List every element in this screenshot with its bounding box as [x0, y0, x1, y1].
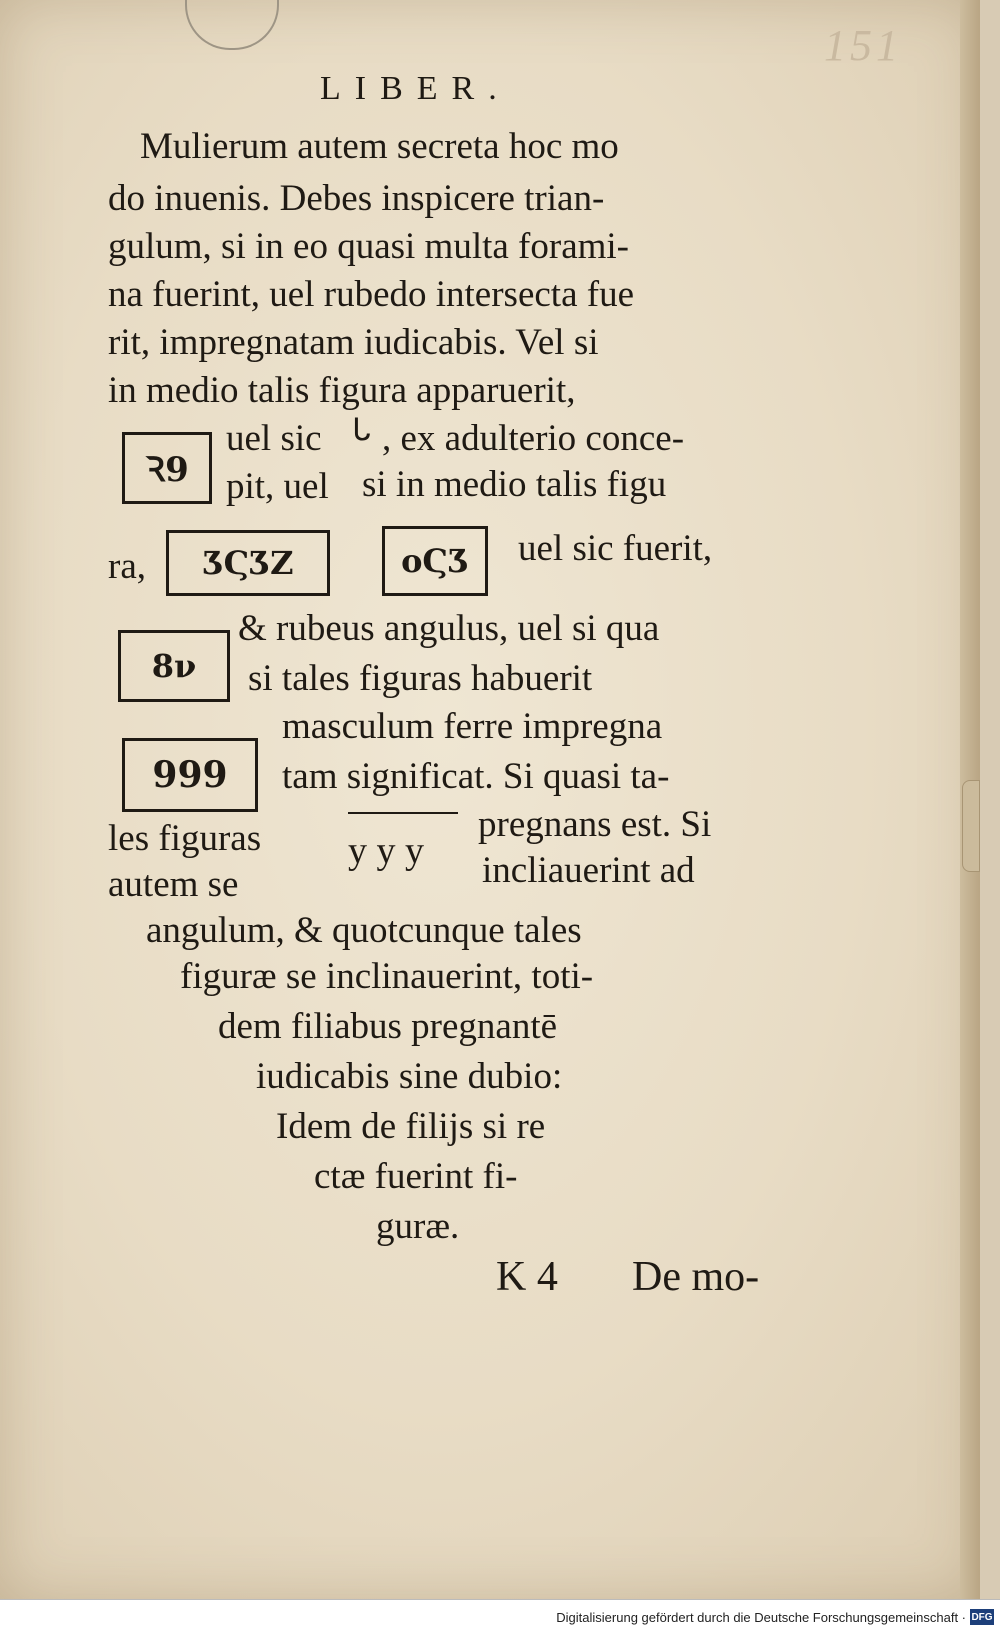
text-line: , ex adulterio conce- — [382, 418, 685, 459]
text-line: na fuerint, uel rubedo intersecta fue — [108, 274, 634, 315]
figure-symbol: Ꝛ9 — [122, 432, 212, 504]
page-clip — [185, 0, 279, 50]
text-line: pit, uel — [226, 466, 329, 507]
text-line: in medio talis figura apparuerit, — [108, 370, 576, 411]
running-head: LIBER. — [320, 70, 511, 107]
text-line: masculum ferre impregna — [282, 706, 663, 747]
text-line: pregnans est. Si — [478, 804, 712, 845]
text-line: Mulierum autem secreta hoc mo — [140, 126, 619, 167]
figure-symbol: y y y — [348, 830, 424, 872]
signature-mark: K 4 — [496, 1254, 558, 1300]
overline-rule — [348, 812, 458, 814]
folio-number: 151 — [824, 21, 902, 70]
catchword: De mo- — [632, 1254, 760, 1300]
text-line: uel sic — [226, 418, 322, 459]
text-line: ctæ fuerint fi- — [314, 1156, 518, 1197]
text-line: incliauerint ad — [482, 850, 695, 891]
text-line: iudicabis sine dubio: — [256, 1056, 563, 1097]
text-line: tam significat. Si quasi ta- — [282, 756, 670, 797]
text-line: & rubeus angulus, uel si qua — [238, 608, 660, 649]
text-line: Idem de filijs si re — [276, 1106, 546, 1147]
figure-symbol: oϚƷ — [382, 526, 488, 596]
footer-credit: Digitalisierung gefördert durch die Deutsche Forschungsgemeinschaft · — [556, 1610, 966, 1625]
figure-symbol: ƷϚƷZ — [166, 530, 330, 596]
text-line: rit, impregnatam iudicabis. Vel si — [108, 322, 599, 363]
text-line: do inuenis. Debes inspicere trian- — [108, 178, 605, 219]
figure-symbol: ᒐ — [352, 414, 371, 447]
text-line: guræ. — [376, 1206, 460, 1247]
text-line: si in medio talis figu — [362, 464, 667, 505]
text-line: figuræ se inclinauerint, toti- — [180, 956, 594, 997]
dfg-logo-icon: DFG — [970, 1609, 994, 1625]
text-line: uel sic fuerit, — [518, 528, 713, 569]
text-line: les figuras — [108, 818, 262, 859]
text-line: ra, — [108, 546, 146, 587]
text-line: si tales figuras habuerit — [248, 658, 593, 699]
text-line: dem filiabus pregnantē — [218, 1006, 558, 1047]
figure-symbol: 999 — [122, 738, 258, 812]
figure-symbol: 8ν — [118, 630, 230, 702]
text-line: angulum, & quotcunque tales — [146, 910, 582, 951]
page-tab — [962, 780, 980, 872]
footer-bar — [0, 1599, 1000, 1631]
text-line: gulum, si in eo quasi multa forami- — [108, 226, 629, 267]
text-line: autem se — [108, 864, 239, 905]
